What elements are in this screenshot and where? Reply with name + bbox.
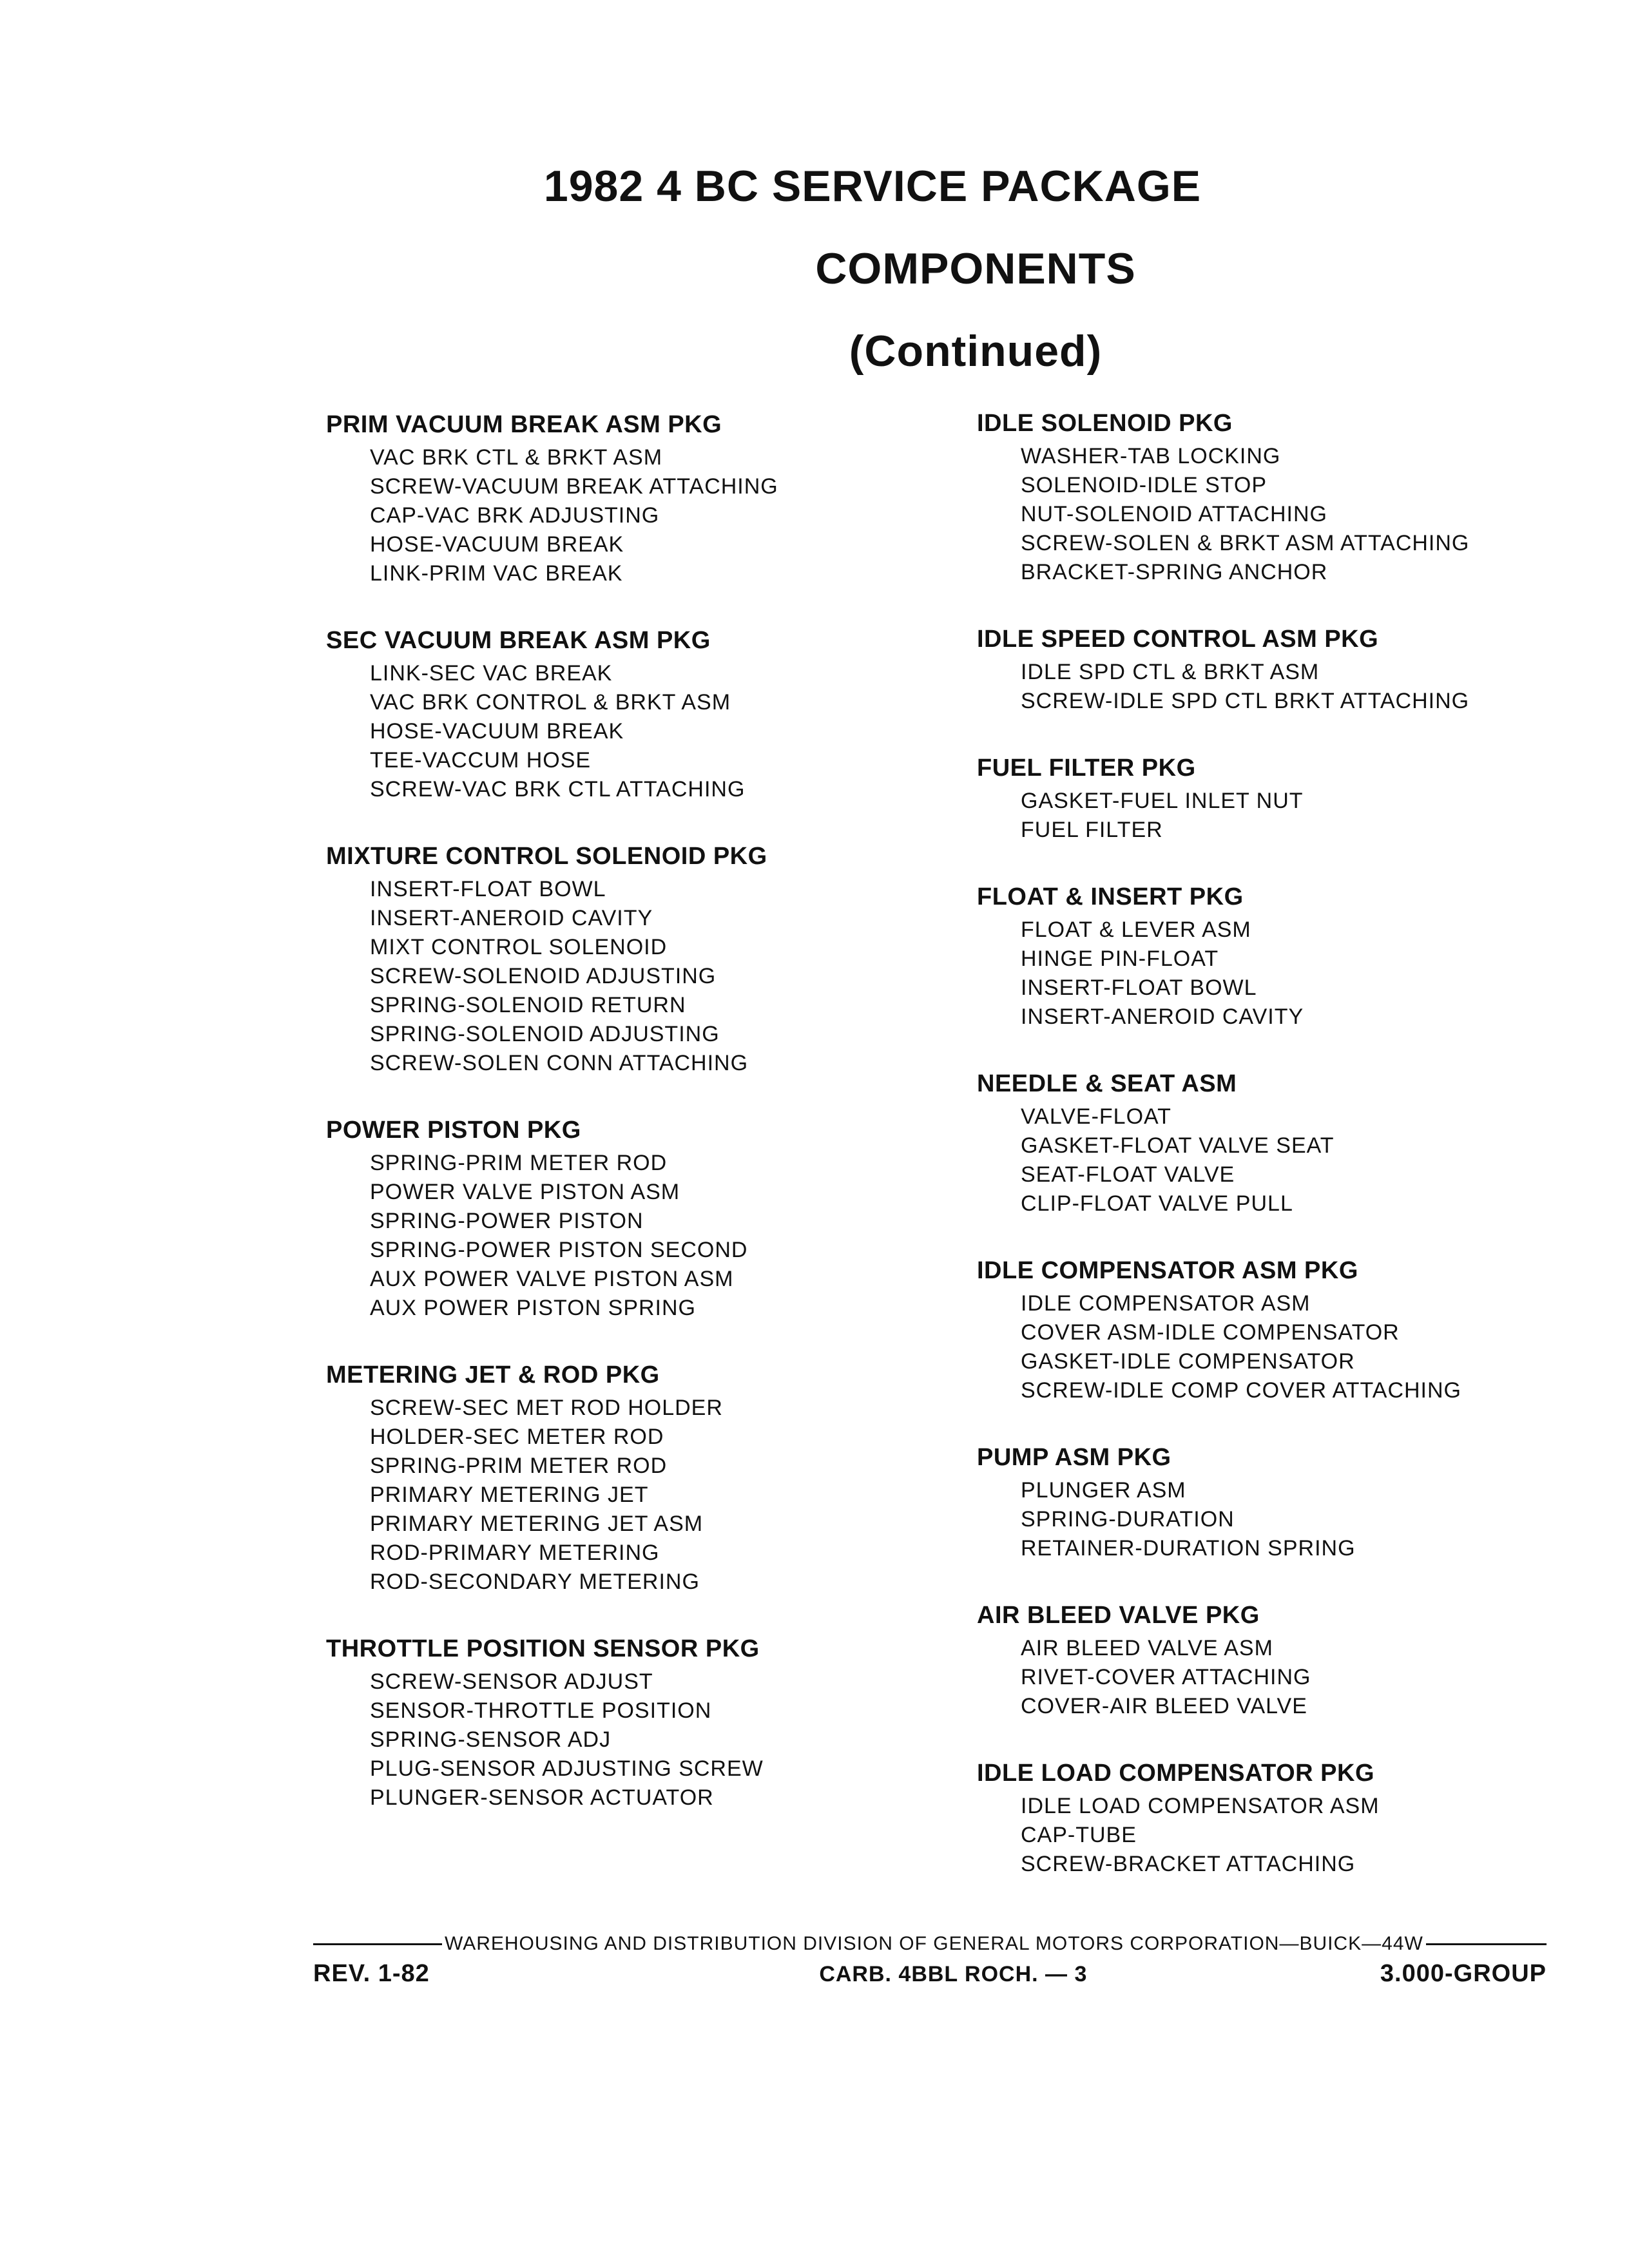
package-item: GASKET-FLOAT VALVE SEAT: [1021, 1133, 1335, 1158]
package-item: PRIMARY METERING JET ASM: [370, 1512, 704, 1536]
package-title: THROTTLE POSITION SENSOR PKG: [326, 1635, 760, 1662]
package-title: PUMP ASM PKG: [977, 1444, 1171, 1471]
package-item: FLOAT & LEVER ASM: [1021, 918, 1251, 942]
package-item: HINGE PIN-FLOAT: [1021, 947, 1219, 971]
package-item: SCREW-SOLEN CONN ATTACHING: [370, 1051, 749, 1075]
package-item: RETAINER-DURATION SPRING: [1021, 1536, 1356, 1561]
package-title: IDLE SPEED CONTROL ASM PKG: [977, 626, 1379, 653]
package-item: ROD-PRIMARY METERING: [370, 1541, 660, 1565]
package-item: SCREW-SOLEN & BRKT ASM ATTACHING: [1021, 531, 1470, 555]
package-item: LINK-SEC VAC BREAK: [370, 661, 613, 686]
package-item: SENSOR-THROTTLE POSITION: [370, 1698, 712, 1723]
left-column: [326, 406, 1003, 1846]
package-item: MIXT CONTROL SOLENOID: [370, 935, 668, 959]
package-title: AIR BLEED VALVE PKG: [977, 1602, 1260, 1629]
package-item: TEE-VACCUM HOSE: [370, 748, 592, 773]
package-item: INSERT-FLOAT BOWL: [370, 877, 606, 901]
package-item: LINK-PRIM VAC BREAK: [370, 561, 623, 586]
package-item: AUX POWER PISTON SPRING: [370, 1296, 697, 1320]
package-item: SEAT-FLOAT VALVE: [1021, 1162, 1235, 1187]
package-item: WASHER-TAB LOCKING: [1021, 444, 1281, 468]
footer-group: 3.000-GROUP: [1380, 1960, 1547, 1987]
title-line-2: COMPONENTS: [815, 244, 1136, 293]
package-section: [326, 622, 1003, 804]
footer-rule-right: [1426, 1943, 1547, 1945]
package-section: [326, 838, 1003, 1078]
package-item: INSERT-ANEROID CAVITY: [370, 906, 653, 930]
package-item: PLUNGER-SENSOR ACTUATOR: [370, 1785, 714, 1810]
package-section: [977, 1439, 1629, 1563]
package-item-list: [977, 442, 1629, 587]
package-item: VAC BRK CONTROL & BRKT ASM: [370, 690, 731, 715]
package-item: CAP-TUBE: [1021, 1823, 1137, 1847]
package-section: [977, 620, 1629, 716]
package-title: IDLE LOAD COMPENSATOR PKG: [977, 1760, 1375, 1787]
package-section: [326, 1111, 1003, 1323]
package-item: SCREW-SOLENOID ADJUSTING: [370, 964, 717, 988]
footer-division-line: [313, 1933, 1547, 1955]
package-item: INSERT-ANEROID CAVITY: [1021, 1004, 1304, 1029]
package-item: HOSE-VACUUM BREAK: [370, 719, 624, 744]
footer-row: [313, 1960, 1547, 1988]
package-item: COVER-AIR BLEED VALVE: [1021, 1694, 1307, 1718]
package-item: SCREW-VAC BRK CTL ATTACHING: [370, 777, 746, 802]
package-item: GASKET-IDLE COMPENSATOR: [1021, 1349, 1355, 1374]
title-line-3: (Continued): [849, 327, 1103, 376]
package-item: AUX POWER VALVE PISTON ASM: [370, 1267, 734, 1291]
package-item-list: [977, 916, 1629, 1032]
package-item: CAP-VAC BRK ADJUSTING: [370, 503, 660, 528]
package-section: [326, 1356, 1003, 1597]
package-section: [326, 406, 1003, 588]
package-item-list: [326, 1149, 1003, 1323]
package-title: NEEDLE & SEAT ASM: [977, 1070, 1237, 1097]
package-item-list: [977, 1792, 1629, 1879]
package-item: SCREW-SENSOR ADJUST: [370, 1669, 653, 1694]
package-item: SCREW-SEC MET ROD HOLDER: [370, 1396, 723, 1420]
package-item: SPRING-SENSOR ADJ: [370, 1727, 612, 1752]
package-item: ROD-SECONDARY METERING: [370, 1570, 700, 1594]
package-section: [977, 878, 1629, 1032]
footer-revision: REV. 1-82: [313, 1960, 430, 1987]
package-title: SEC VACUUM BREAK ASM PKG: [326, 627, 711, 654]
package-item: BRACKET-SPRING ANCHOR: [1021, 560, 1328, 584]
package-item: VALVE-FLOAT: [1021, 1104, 1171, 1129]
package-item: SCREW-IDLE SPD CTL BRKT ATTACHING: [1021, 689, 1470, 713]
footer-division-text: WAREHOUSING AND DISTRIBUTION DIVISION OF GENERAL MOTORS CORPORATION—BUICK—44W: [445, 1933, 1423, 1954]
package-item: SPRING-PRIM METER ROD: [370, 1454, 668, 1478]
package-title: IDLE COMPENSATOR ASM PKG: [977, 1257, 1358, 1284]
package-item: HOLDER-SEC METER ROD: [370, 1425, 664, 1449]
package-item-list: [326, 659, 1003, 804]
package-item: HOSE-VACUUM BREAK: [370, 532, 624, 557]
package-title: IDLE SOLENOID PKG: [977, 410, 1233, 437]
package-item: PRIMARY METERING JET: [370, 1483, 649, 1507]
package-section: [977, 1065, 1629, 1218]
package-item: AIR BLEED VALVE ASM: [1021, 1636, 1273, 1660]
right-column: [977, 405, 1629, 1912]
package-item: IDLE LOAD COMPENSATOR ASM: [1021, 1794, 1380, 1818]
package-item: SPRING-DURATION: [1021, 1507, 1235, 1532]
package-title: PRIM VACUUM BREAK ASM PKG: [326, 411, 722, 438]
package-item: CLIP-FLOAT VALVE PULL: [1021, 1191, 1293, 1216]
package-title: MIXTURE CONTROL SOLENOID PKG: [326, 843, 767, 870]
package-section: [977, 1252, 1629, 1405]
package-item: IDLE COMPENSATOR ASM: [1021, 1291, 1311, 1316]
footer-rule-left: [313, 1943, 442, 1945]
package-section: [977, 405, 1629, 587]
package-title: POWER PISTON PKG: [326, 1117, 581, 1144]
package-item-list: [326, 1667, 1003, 1812]
package-title: METERING JET & ROD PKG: [326, 1361, 660, 1389]
footer-carb-page: CARB. 4BBL ROCH. — 3: [819, 1962, 1088, 1986]
package-item: COVER ASM-IDLE COMPENSATOR: [1021, 1320, 1400, 1345]
package-title: FUEL FILTER PKG: [977, 754, 1196, 782]
package-item: SCREW-VACUUM BREAK ATTACHING: [370, 474, 778, 499]
package-item-list: [977, 1476, 1629, 1563]
package-item: SCREW-BRACKET ATTACHING: [1021, 1852, 1356, 1876]
package-item-list: [326, 443, 1003, 588]
package-item: VAC BRK CTL & BRKT ASM: [370, 445, 663, 470]
package-item: SPRING-SOLENOID RETURN: [370, 993, 686, 1017]
package-item: PLUG-SENSOR ADJUSTING SCREW: [370, 1756, 764, 1781]
package-item: IDLE SPD CTL & BRKT ASM: [1021, 660, 1320, 684]
package-item: SPRING-POWER PISTON: [370, 1209, 644, 1233]
package-item-list: [326, 1394, 1003, 1597]
package-item: SPRING-SOLENOID ADJUSTING: [370, 1022, 720, 1046]
package-section: [326, 1630, 1003, 1812]
package-item: GASKET-FUEL INLET NUT: [1021, 789, 1304, 813]
package-item-list: [326, 875, 1003, 1078]
package-item-list: [977, 1102, 1629, 1218]
package-item: SCREW-IDLE COMP COVER ATTACHING: [1021, 1378, 1462, 1403]
package-item-list: [977, 658, 1629, 716]
title-line-1: 1982 4 BC SERVICE PACKAGE: [543, 162, 1202, 211]
package-item-list: [977, 787, 1629, 845]
package-title: FLOAT & INSERT PKG: [977, 883, 1244, 910]
package-item: SPRING-POWER PISTON SECOND: [370, 1238, 748, 1262]
package-item: POWER VALVE PISTON ASM: [370, 1180, 680, 1204]
package-item: SOLENOID-IDLE STOP: [1021, 473, 1268, 497]
package-item: NUT-SOLENOID ATTACHING: [1021, 502, 1328, 526]
package-item-list: [977, 1634, 1629, 1721]
page-title: [0, 145, 1629, 392]
package-item-list: [977, 1289, 1629, 1405]
package-item: PLUNGER ASM: [1021, 1478, 1186, 1503]
package-section: [977, 749, 1629, 845]
page-footer: [313, 1933, 1547, 1988]
package-item: FUEL FILTER: [1021, 818, 1163, 842]
package-section: [977, 1597, 1629, 1721]
package-item: INSERT-FLOAT BOWL: [1021, 975, 1257, 1000]
package-section: [977, 1754, 1629, 1879]
package-item: RIVET-COVER ATTACHING: [1021, 1665, 1311, 1689]
package-item: SPRING-PRIM METER ROD: [370, 1151, 668, 1175]
